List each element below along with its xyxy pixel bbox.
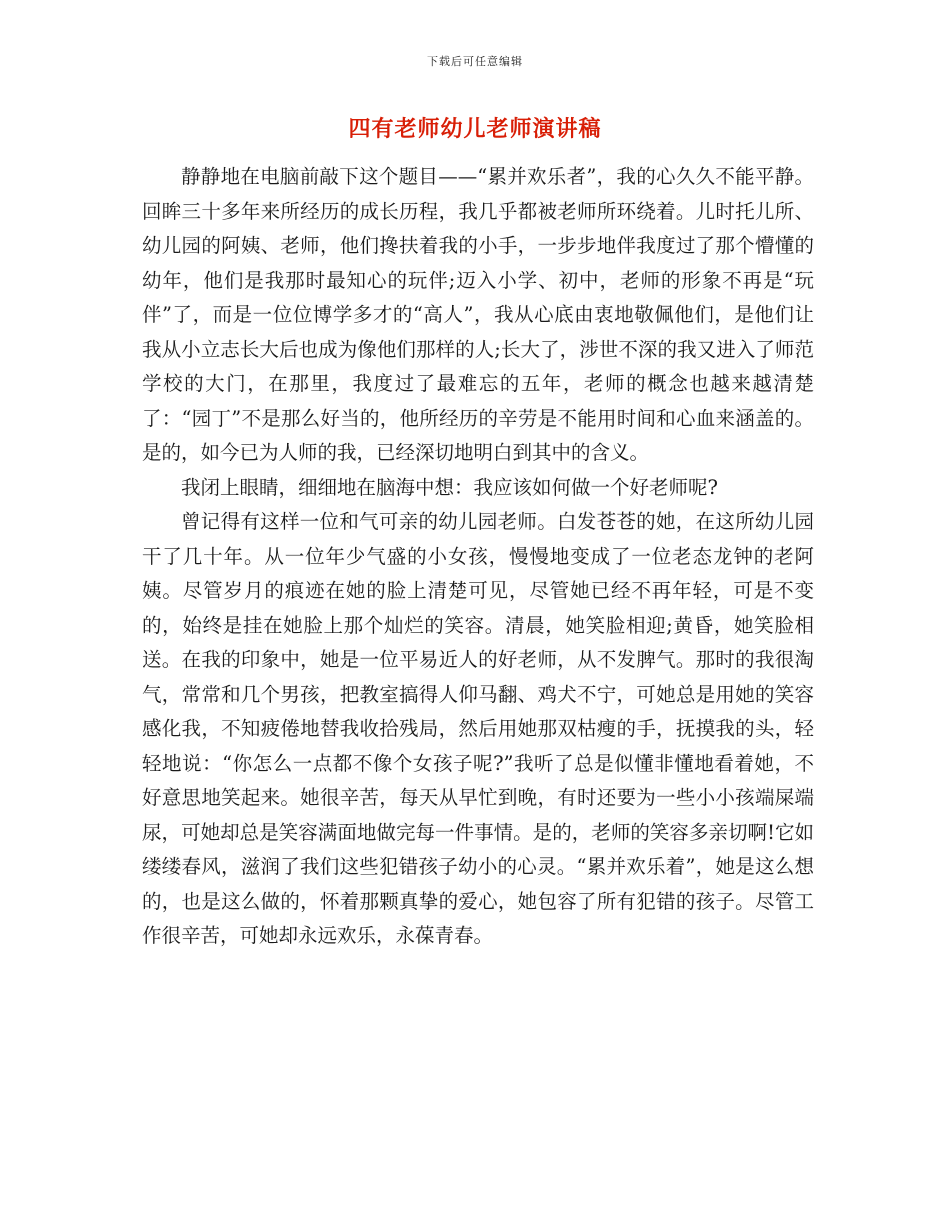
header-note: 下载后可任意编辑 xyxy=(427,55,523,68)
paragraph-2: 我闭上眼睛，细细地在脑海中想：我应该如何做一个好老师呢? xyxy=(181,475,718,499)
paragraph-1: 静静地在电脑前敲下这个题目——“累并欢乐者”，我的心久久不能平静。回眸三十多年来所经历的成长历程，我几乎都被老师所环绕着。儿时托儿所、幼儿园的阿姨、老师，他们搀扶着我的小手，一步步地伴我度过了那个懵懂的幼年，他们是我那时最知心的玩伴;迈入小学、初中，老师的形象不再是“玩伴”了，而是一位位博学多才的“高人”，我从心底由衷地敬佩他们，是他们让我从小立志长大后也成为像他们那样的人;长大了，涉世不深的我又进入了师范学校的大门，在那里，我度过了最难忘的五年，老师的概念也越来越清楚了：“园丁”不是那么好当的，他所经历的辛劳是不能用时间和心血来涵盖的。是的，如今已为人师的我，已经深切地明白到其中的含义。 xyxy=(142,165,814,464)
document-body xyxy=(142,160,814,954)
paragraph-3: 曾记得有这样一位和气可亲的幼儿园老师。白发苍苍的她，在这所幼儿园干了几十年。从一位年少气盛的小女孩，慢慢地变成了一位老态龙钟的老阿姨。尽管岁月的痕迹在她的脸上清楚可见，尽管她已经不再年轻，可是不变的，始终是挂在她脸上那个灿烂的笑容。清晨，她笑脸相迎;黄昏，她笑脸相送。在我的印象中，她是一位平易近人的好老师，从不发脾气。那时的我很淘气，常常和几个男孩，把教室搞得人仰马翻、鸡犬不宁，可她总是用她的笑容感化我，不知疲倦地替我收拾残局，然后用她那双枯瘦的手，抚摸我的头，轻轻地说：“你怎么一点都不像个女孩子呢?”我听了总是似懂非懂地看着她，不好意思地笑起来。她很辛苦，每天从早忙到晚，有时还要为一些小小孩端屎端尿，可她却总是笑容满面地做完每一件事情。是的，老师的笑容多亲切啊!它如缕缕春风，滋润了我们这些犯错孩子幼小的心灵。“累并欢乐着”，她是这么想的，也是这么做的，怀着那颗真挚的爱心，她包容了所有犯错的孩子。尽管工作很辛苦，可她却永远欢乐，永葆青春。 xyxy=(142,510,814,947)
page-title: 四有老师幼儿老师演讲稿 xyxy=(348,117,602,142)
